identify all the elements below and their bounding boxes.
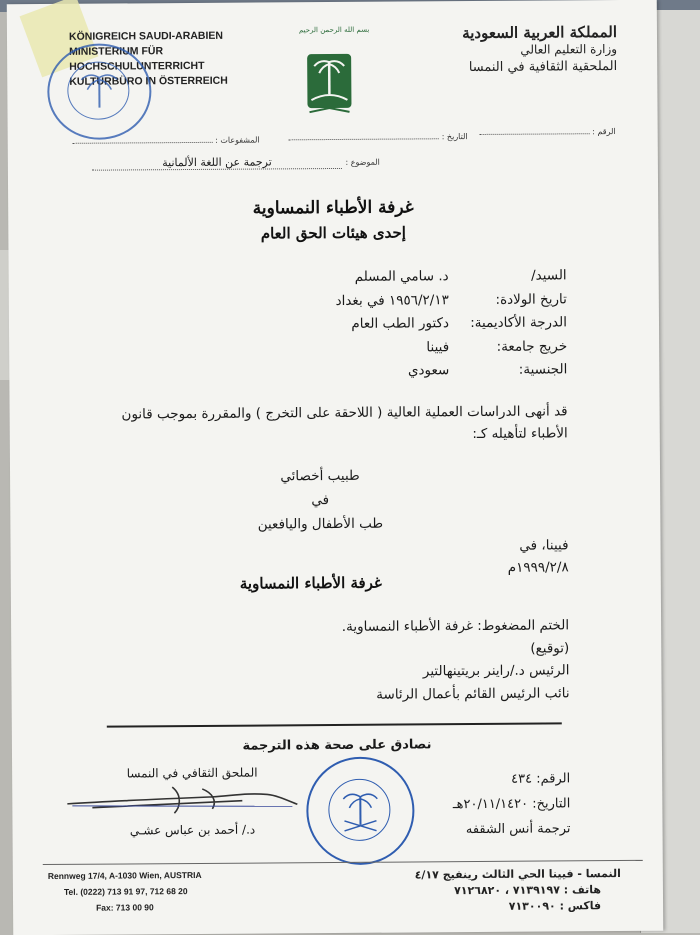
footer-german	[48, 867, 202, 916]
date-field	[258, 132, 468, 142]
signature-icon	[62, 780, 302, 822]
person-label: السيد/	[457, 264, 567, 288]
footer-phone-ar: هاتف : ٧١٣٩١٩٧ ، ٧١٢٦٨٢٠	[361, 882, 621, 900]
specialty-line: طبيب أخصائي	[220, 463, 420, 488]
person-label: الجنسية:	[457, 358, 567, 382]
closing-line: الختم المضغوط: غرفة الأطباء النمساوية.	[149, 614, 569, 639]
attachments-field	[60, 136, 260, 146]
footer-address-ar: النمسا - فيينا الحي الثالث رينفيج ٤/١٧	[361, 866, 621, 884]
divider	[107, 722, 562, 727]
person-value: سعودي	[408, 359, 458, 383]
footer-fax-ar: فاكس : ٧١٣٠٠٩٠	[361, 898, 621, 916]
body-line: قد أنهى الدراسات العملية العالية ( اللاحقة على التخرج ) والمقررة بموجب قانون	[48, 400, 568, 426]
german-header-line: KULTURBÜRO IN ÖSTERREICH	[69, 74, 228, 90]
closing-line: الرئيس د./راينر بريتينهالتير	[149, 659, 569, 684]
body-line: الأطباء لتأهيله كـ:	[48, 422, 568, 448]
certification-stamp	[306, 756, 415, 865]
person-row	[87, 264, 567, 291]
palm-swords-icon	[49, 45, 150, 138]
place-line: فيينا، في	[368, 534, 568, 557]
specialty-block	[220, 463, 420, 536]
person-value: ١٩٥٦/٢/١٣ في بغداد	[335, 289, 456, 313]
person-row	[87, 288, 567, 315]
arabic-header-line: الملحقية الثقافية في النمسا	[462, 58, 617, 76]
person-label: تاريخ الولادة:	[457, 288, 567, 312]
document-page	[7, 0, 663, 935]
emblem-text: بسم الله الرحمن الرحيم	[299, 26, 359, 34]
person-details	[87, 264, 568, 385]
footer-phone: Tel. (0222) 713 91 97, 712 68 20	[48, 883, 202, 900]
person-row	[87, 311, 567, 338]
palm-swords-icon	[308, 758, 413, 863]
german-header-line: MINISTERIUM FÜR	[69, 44, 228, 60]
date-line: ١٩٩٩/٢/٨م	[369, 556, 569, 579]
reference-number: الرقم: ٤٣٤	[410, 766, 570, 792]
attache-name: د./ أحمد بن عباس عشـي	[102, 822, 282, 837]
person-label: الدرجة الأكاديمية:	[457, 311, 567, 335]
top-stamp	[47, 43, 152, 140]
specialty-line: طب الأطفال واليافعين	[220, 511, 420, 536]
footer-fax: Fax: 713 00 90	[48, 899, 202, 916]
arabic-header-line: وزارة التعليم العالي	[462, 41, 617, 59]
closing-block	[149, 614, 570, 707]
number-label: الرقم :	[592, 127, 616, 136]
sub-title: إحدى هيئات الحق العام	[8, 222, 658, 245]
issuer-title: غرفة الأطباء النمساوية	[161, 573, 461, 593]
translator-name: ترجمة أنس الشقفه	[410, 816, 570, 842]
german-header-line: KÖNIGREICH SAUDI-ARABIEN	[69, 29, 228, 45]
closing-line: (توقيع)	[149, 637, 569, 662]
reference-block	[410, 766, 571, 842]
main-title: غرفة الأطباء النمساوية	[8, 196, 658, 221]
body-paragraph	[48, 400, 568, 448]
reference-date: التاريخ: ٢٠/١١/١٤٢٠هـ	[410, 791, 570, 817]
subject-value: ترجمة عن اللغة الألمانية	[92, 155, 342, 171]
number-field	[466, 127, 616, 137]
subject-label: الموضوع :	[345, 158, 379, 167]
person-value: دكتور الطب العام	[351, 312, 457, 336]
subject-field	[60, 155, 380, 171]
person-row	[87, 335, 567, 362]
specialty-line: في	[220, 487, 420, 512]
arabic-header	[462, 24, 617, 76]
person-value: فيينا	[426, 336, 457, 360]
certification-heading: نصادق على صحة هذه الترجمة	[212, 737, 462, 754]
date-label: التاريخ :	[442, 132, 468, 141]
saudi-emblem-icon	[301, 40, 358, 118]
person-label: خريج جامعة:	[457, 335, 567, 359]
attache-title: الملحق الثقافي في النمسا	[102, 765, 282, 780]
closing-line: نائب الرئيس القائم بأعمال الرئاسة	[150, 682, 570, 707]
arabic-header-line: المملكة العربية السعودية	[462, 24, 617, 42]
footer-arabic	[361, 866, 621, 916]
person-value: د. سامي المسلم	[355, 265, 457, 289]
footer-address: Rennweg 17/4, A-1030 Wien, AUSTRIA	[48, 867, 202, 884]
person-row	[87, 358, 567, 385]
german-header-line: HOCHSCHULUNTERRICHT	[69, 59, 228, 75]
attachments-label: المشفوعات :	[215, 136, 260, 145]
